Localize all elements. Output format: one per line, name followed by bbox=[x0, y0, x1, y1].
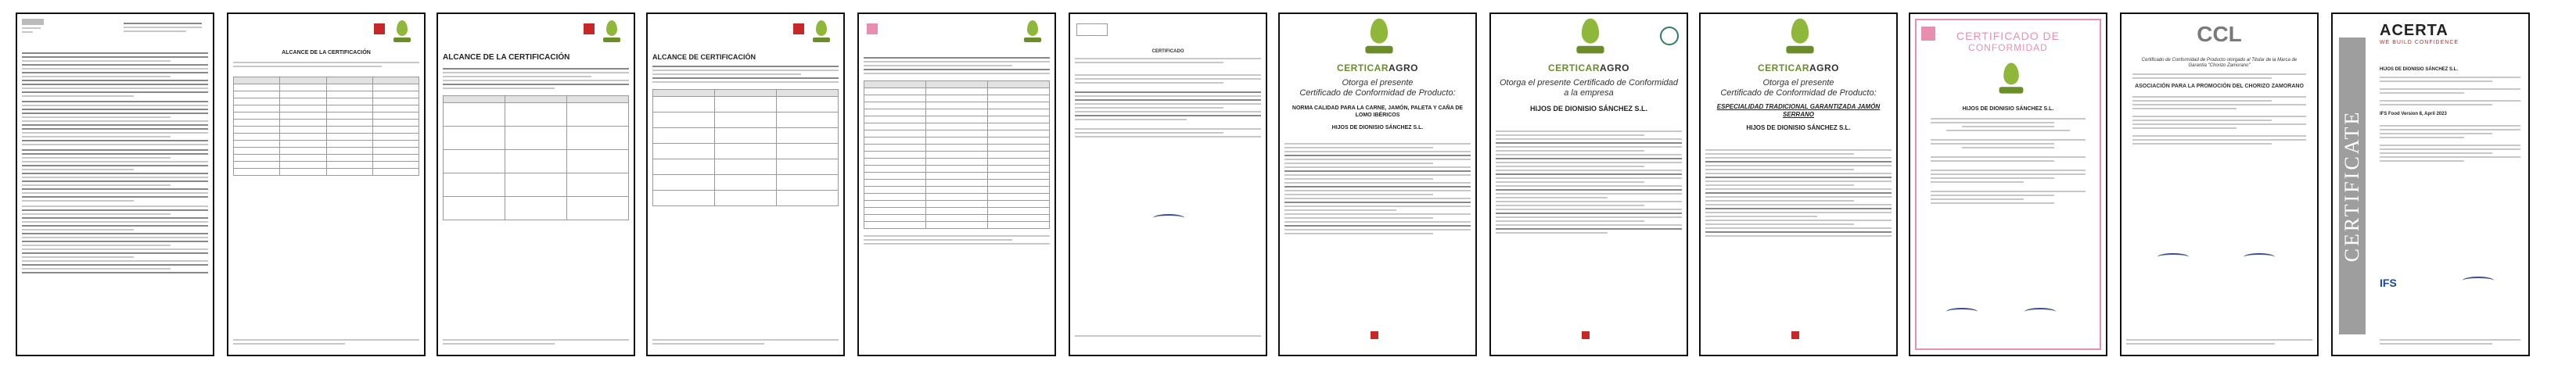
red-badge-icon bbox=[793, 23, 804, 34]
document-thumbnail-11[interactable] bbox=[2120, 13, 2319, 356]
red-badge-icon bbox=[1582, 331, 1590, 339]
pink-badge-icon bbox=[867, 23, 878, 34]
scope-table bbox=[443, 95, 629, 220]
certicar-logo-icon bbox=[393, 20, 411, 42]
signature bbox=[2244, 253, 2275, 261]
signature bbox=[1946, 308, 1978, 316]
document-thumbnail-12[interactable] bbox=[2331, 13, 2530, 356]
document-thumbnail-5[interactable] bbox=[857, 13, 1056, 356]
red-badge-icon bbox=[374, 23, 385, 34]
document-thumbnail-9[interactable] bbox=[1699, 13, 1898, 356]
ccl-logo: CCL bbox=[2197, 22, 2242, 46]
document-thumbnail-1[interactable] bbox=[16, 13, 214, 356]
red-badge-icon bbox=[584, 23, 595, 34]
cert-title-line-1: CERTIFICADO DE bbox=[1956, 30, 2060, 42]
holder-name: HIJOS DE DIONISIO SÁNCHEZ S.L. bbox=[1962, 106, 2054, 112]
standard-name: IFS Food Version 8, April 2023 bbox=[2380, 112, 2447, 116]
document-thumbnail-2[interactable] bbox=[227, 13, 426, 356]
cert-lead-2: a la empresa bbox=[1564, 88, 1614, 98]
signature bbox=[2463, 277, 2494, 284]
scope-table bbox=[864, 80, 1050, 229]
document-thumbnail-4[interactable] bbox=[646, 13, 845, 356]
vertical-banner: CERTIFICATE bbox=[2339, 38, 2366, 334]
cert-lead: Otorga el presente bbox=[1342, 78, 1414, 88]
holder-name: HIJOS DE DIONISIO SÁNCHEZ S.L. bbox=[1529, 105, 1648, 113]
holder-name: HIJOS DE DIONISIO SÁNCHEZ S.L. bbox=[2380, 67, 2459, 72]
cert-title: Certificado de Conformidad de Producto: bbox=[1299, 88, 1456, 98]
cert-title: Certificado de Conformidad de Producto: bbox=[1720, 88, 1877, 98]
cert-title-line-2: CONFORMIDAD bbox=[1968, 42, 2048, 53]
scope-table bbox=[652, 89, 839, 206]
certicar-logo-icon bbox=[813, 20, 830, 42]
scope-table bbox=[233, 77, 419, 176]
signature bbox=[2025, 308, 2056, 316]
doc-heading: CERTIFICADO bbox=[1151, 49, 1184, 54]
certicar-logo-icon bbox=[1576, 19, 1604, 54]
certicar-logo-icon bbox=[1999, 63, 2024, 93]
certicar-logo-icon bbox=[603, 20, 620, 42]
cert-lead: Otorga el presente Certificado de Conformidad bbox=[1499, 78, 1679, 88]
document-thumbnail-10[interactable] bbox=[1909, 13, 2107, 356]
acerta-tagline: WE BUILD CONFIDENCE bbox=[2380, 40, 2459, 45]
document-thumbnail-8[interactable] bbox=[1489, 13, 1688, 356]
acerta-logo: ACERTA bbox=[2380, 22, 2448, 39]
signature bbox=[1153, 214, 1184, 222]
assoc-name: ASOCIACIÓN PARA LA PROMOCIÓN DEL CHORIZO ZAMORANO bbox=[2135, 84, 2304, 89]
holder-name: HIJOS DE DIONISIO SÁNCHEZ S.L. bbox=[1331, 125, 1424, 130]
brand-name: CERTICARAGRO bbox=[1337, 63, 1418, 73]
red-badge-icon bbox=[1791, 331, 1799, 339]
brand-name: CERTICARAGRO bbox=[1758, 63, 1839, 73]
holder-name: HIJOS DE DIONISIO SÁNCHEZ S.L. bbox=[1746, 124, 1851, 131]
product-name: NORMA CALIDAD PARA LA CARNE, JAMÓN, PALETA Y CAÑA DE LOMO IBÉRICOS bbox=[1292, 105, 1464, 118]
doc-heading: ALCANCE DE LA CERTIFICACIÓN bbox=[282, 50, 371, 55]
product-name: ESPECIALIDAD TRADICIONAL GARANTIZADA JAMÓN SERRANO bbox=[1716, 103, 1881, 118]
cert-title: Certificado de Conformidad de Producto otorgado al Titular de la Marca de Garantía "Chorizo Zamorano" bbox=[2141, 58, 2298, 68]
brand-name: CERTICARAGRO bbox=[1548, 63, 1629, 73]
document-thumbnail-6[interactable] bbox=[1069, 13, 1267, 356]
green-seal-icon bbox=[1660, 27, 1679, 45]
cert-lead: Otorga el presente bbox=[1762, 78, 1834, 88]
signature bbox=[2157, 253, 2189, 261]
doc-heading: ALCANCE DE LA CERTIFICACIÓN bbox=[443, 53, 570, 62]
ifs-logo: IFS bbox=[2380, 277, 2397, 289]
certicar-logo-icon bbox=[1024, 20, 1041, 42]
certicar-logo-icon bbox=[1365, 19, 1392, 54]
document-thumbnail-3[interactable] bbox=[437, 13, 635, 356]
certicar-logo-icon bbox=[1786, 19, 1813, 54]
red-badge-icon bbox=[1371, 331, 1378, 339]
doc-heading: ALCANCE DE CERTIFICACIÓN bbox=[652, 53, 756, 61]
document-thumbnail-7[interactable] bbox=[1278, 13, 1477, 356]
